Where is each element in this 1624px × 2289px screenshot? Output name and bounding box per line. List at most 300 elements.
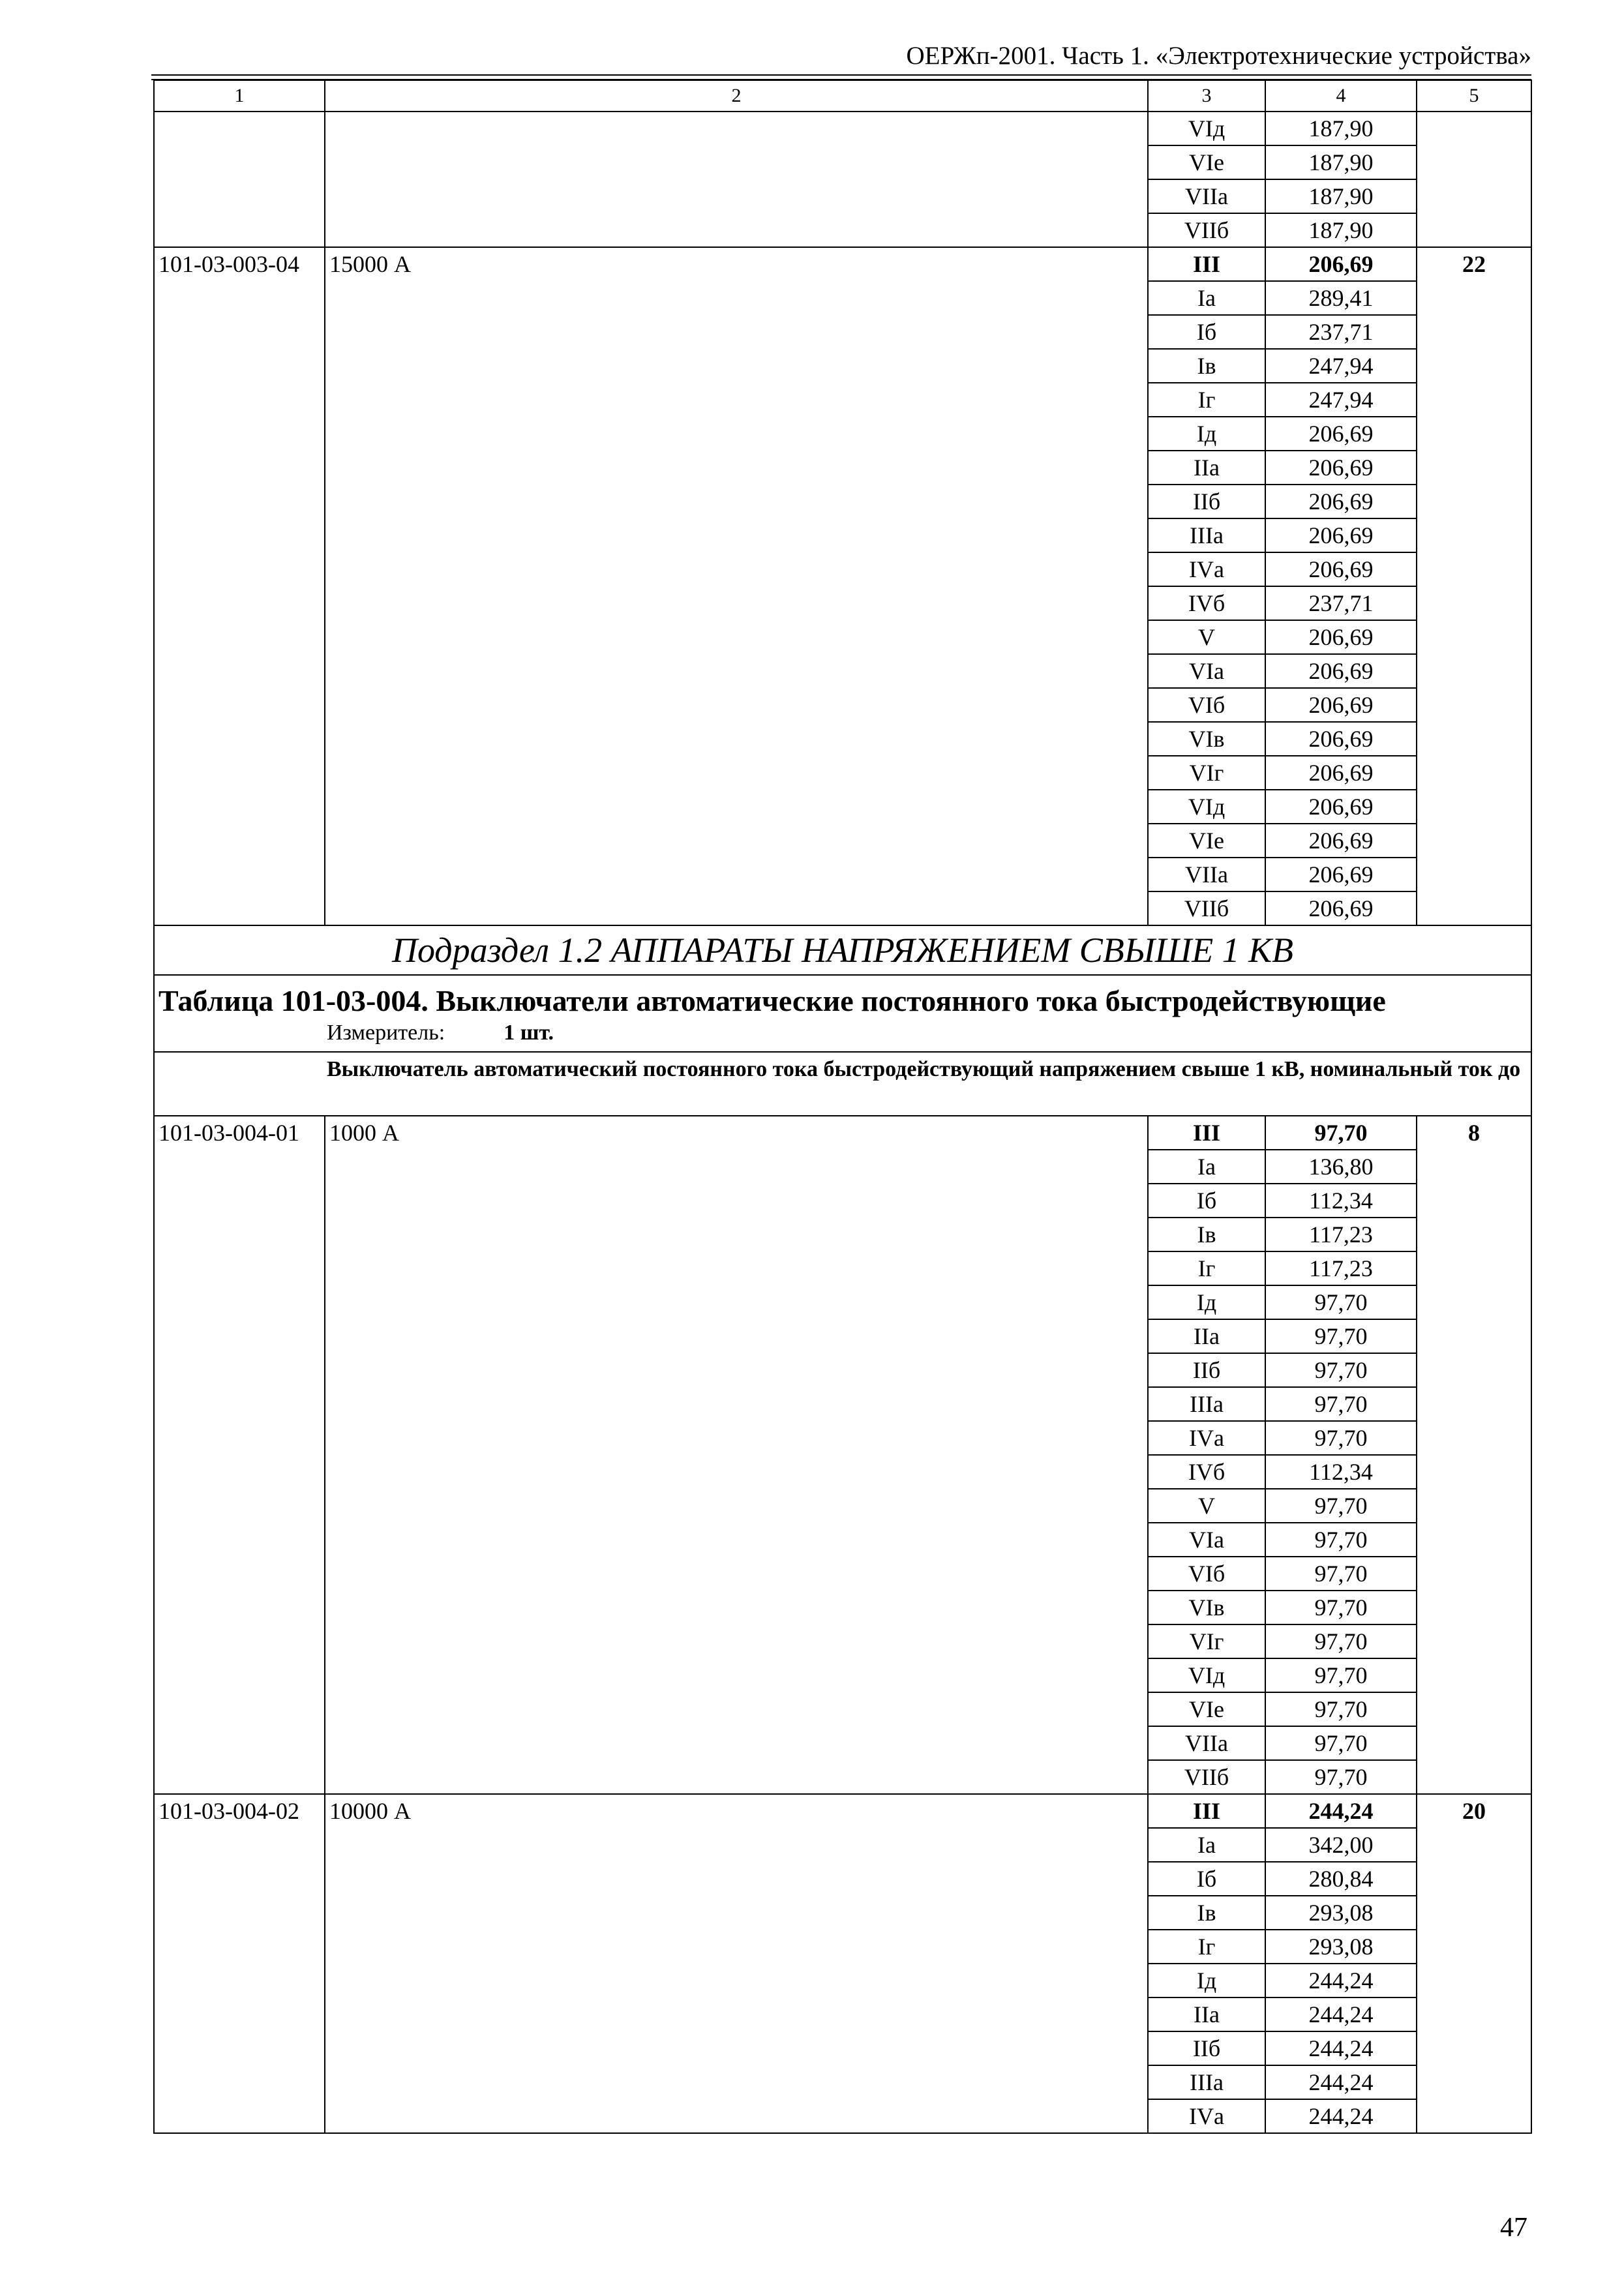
table-row <box>154 281 1531 315</box>
workers-cell <box>1417 1285 1531 1319</box>
code-cell <box>154 1218 325 1251</box>
value-cell: 206,69 <box>1265 654 1417 688</box>
table-row <box>154 1624 1531 1658</box>
workers-cell <box>1417 756 1531 790</box>
code-cell <box>154 1557 325 1591</box>
name-cell <box>325 1896 1148 1930</box>
table-row <box>154 1421 1531 1455</box>
code-cell <box>154 1692 325 1726</box>
code-cell <box>154 315 325 349</box>
code-cell <box>154 1896 325 1930</box>
code-cell <box>154 620 325 654</box>
name-cell <box>325 1319 1148 1353</box>
code-cell <box>154 1387 325 1421</box>
value-cell: 206,69 <box>1265 485 1417 518</box>
value-cell: 244,24 <box>1265 2099 1417 2133</box>
code-cell <box>154 1930 325 1964</box>
table-row <box>154 112 1531 145</box>
name-cell <box>325 417 1148 451</box>
table-row <box>154 1319 1531 1353</box>
code-cell <box>154 858 325 891</box>
name-cell <box>325 756 1148 790</box>
zone-cell: IVб <box>1148 586 1265 620</box>
workers-cell <box>1417 1251 1531 1285</box>
zone-cell: VIб <box>1148 1557 1265 1591</box>
workers-cell <box>1417 790 1531 824</box>
name-cell <box>325 858 1148 891</box>
table-row <box>154 552 1531 586</box>
value-cell: 187,90 <box>1265 213 1417 247</box>
value-cell: 206,69 <box>1265 756 1417 790</box>
name-cell <box>325 790 1148 824</box>
code-cell <box>154 756 325 790</box>
value-cell: 206,69 <box>1265 552 1417 586</box>
zone-cell: IIIа <box>1148 518 1265 552</box>
zone-cell: Iв <box>1148 349 1265 383</box>
workers-cell <box>1417 552 1531 586</box>
zone-cell: VIа <box>1148 654 1265 688</box>
zone-cell: Iв <box>1148 1896 1265 1930</box>
workers-cell <box>1417 586 1531 620</box>
code-cell <box>154 1319 325 1353</box>
column-number: 4 <box>1265 80 1417 112</box>
value-cell: 97,70 <box>1265 1557 1417 1591</box>
name-cell <box>325 586 1148 620</box>
column-number: 3 <box>1148 80 1265 112</box>
name-cell <box>325 213 1148 247</box>
workers-cell <box>1417 1150 1531 1184</box>
value-cell: 187,90 <box>1265 112 1417 145</box>
zone-cell: Iв <box>1148 1218 1265 1251</box>
value-cell: 187,90 <box>1265 179 1417 213</box>
table-row <box>154 620 1531 654</box>
name-cell <box>325 383 1148 417</box>
zone-cell: IVа <box>1148 2099 1265 2133</box>
table-row <box>154 756 1531 790</box>
workers-cell <box>1417 858 1531 891</box>
description: Выключатель автоматический постоянного тока быстродействующий напряжением свыше 1 кВ, номинальный ток до <box>154 1052 1531 1116</box>
page-number: 47 <box>1500 2213 1527 2243</box>
code-cell <box>154 112 325 145</box>
workers-cell <box>1417 1760 1531 1794</box>
zone-cell: Iг <box>1148 1251 1265 1285</box>
workers-cell <box>1417 1862 1531 1896</box>
value-cell: 97,70 <box>1265 1489 1417 1523</box>
table-row <box>154 179 1531 213</box>
code-cell <box>154 281 325 315</box>
zone-cell: VIIа <box>1148 179 1265 213</box>
workers-cell: 20 <box>1417 1794 1531 1828</box>
value-cell: 206,69 <box>1265 417 1417 451</box>
workers-cell <box>1417 824 1531 858</box>
code-cell <box>154 2065 325 2099</box>
workers-cell <box>1417 1624 1531 1658</box>
value-cell: 244,24 <box>1265 1964 1417 1997</box>
zone-cell: Iд <box>1148 1964 1265 1997</box>
name-cell <box>325 2065 1148 2099</box>
name-cell <box>325 1828 1148 1862</box>
name-cell <box>325 1184 1148 1218</box>
name-cell <box>325 1285 1148 1319</box>
workers-cell <box>1417 1964 1531 1997</box>
table-row <box>154 145 1531 179</box>
workers-cell <box>1417 349 1531 383</box>
workers-cell <box>1417 1523 1531 1557</box>
value-cell: 112,34 <box>1265 1455 1417 1489</box>
table-row <box>154 1353 1531 1387</box>
table-row <box>154 518 1531 552</box>
zone-cell: VIг <box>1148 756 1265 790</box>
name-cell <box>325 1997 1148 2031</box>
code-cell <box>154 179 325 213</box>
zone-cell: III <box>1148 1116 1265 1150</box>
code-cell <box>154 1455 325 1489</box>
value-cell: 206,69 <box>1265 891 1417 925</box>
table-title-cell <box>154 975 1531 1052</box>
zone-cell: III <box>1148 247 1265 281</box>
zone-cell: V <box>1148 1489 1265 1523</box>
table-row <box>154 1930 1531 1964</box>
name-cell <box>325 1658 1148 1692</box>
table-row <box>154 485 1531 518</box>
code-cell <box>154 790 325 824</box>
workers-cell <box>1417 1353 1531 1387</box>
value-cell: 97,70 <box>1265 1726 1417 1760</box>
value-cell: 117,23 <box>1265 1251 1417 1285</box>
value-cell: 206,69 <box>1265 451 1417 485</box>
value-cell: 136,80 <box>1265 1150 1417 1184</box>
workers-cell <box>1417 383 1531 417</box>
workers-cell <box>1417 1455 1531 1489</box>
table-row <box>154 451 1531 485</box>
workers-cell <box>1417 1896 1531 1930</box>
name-cell <box>325 1421 1148 1455</box>
code-cell <box>154 2031 325 2065</box>
table-row <box>154 654 1531 688</box>
name-cell <box>325 1353 1148 1387</box>
table-row <box>154 1285 1531 1319</box>
zone-cell: Iа <box>1148 1150 1265 1184</box>
value-cell: 97,70 <box>1265 1116 1417 1150</box>
code-cell <box>154 383 325 417</box>
name-cell <box>325 518 1148 552</box>
value-cell: 117,23 <box>1265 1218 1417 1251</box>
zone-cell: IIа <box>1148 1997 1265 2031</box>
name-cell <box>325 451 1148 485</box>
name-cell <box>325 2099 1148 2133</box>
name-cell <box>325 1489 1148 1523</box>
value-cell: 206,69 <box>1265 722 1417 756</box>
workers-cell <box>1417 485 1531 518</box>
zone-cell: VIв <box>1148 1591 1265 1624</box>
workers-cell <box>1417 1319 1531 1353</box>
code-cell <box>154 722 325 756</box>
table-row <box>154 1658 1531 1692</box>
table-row <box>154 1997 1531 2031</box>
table-row <box>154 1726 1531 1760</box>
name-cell <box>325 112 1148 145</box>
value-cell: 247,94 <box>1265 349 1417 383</box>
value-cell: 244,24 <box>1265 1997 1417 2031</box>
value-cell: 244,24 <box>1265 1794 1417 1828</box>
table-row <box>154 1489 1531 1523</box>
code-cell <box>154 1624 325 1658</box>
workers-cell <box>1417 2031 1531 2065</box>
code-cell <box>154 1251 325 1285</box>
code-cell <box>154 654 325 688</box>
value-cell: 244,24 <box>1265 2065 1417 2099</box>
header-rule <box>151 74 1531 76</box>
code-cell: 101-03-003-04 <box>154 247 325 281</box>
table-row <box>154 1251 1531 1285</box>
code-cell <box>154 349 325 383</box>
table-row <box>154 790 1531 824</box>
zone-cell: Iа <box>1148 1828 1265 1862</box>
zone-cell: VIб <box>1148 688 1265 722</box>
value-cell: 206,69 <box>1265 824 1417 858</box>
code-cell <box>154 1726 325 1760</box>
workers-cell <box>1417 891 1531 925</box>
code-cell <box>154 2099 325 2133</box>
name-cell <box>325 1557 1148 1591</box>
table-row <box>154 2065 1531 2099</box>
workers-cell <box>1417 1557 1531 1591</box>
value-cell: 206,69 <box>1265 858 1417 891</box>
name-cell <box>325 349 1148 383</box>
value-cell: 206,69 <box>1265 620 1417 654</box>
zone-cell: Iб <box>1148 315 1265 349</box>
workers-cell <box>1417 1726 1531 1760</box>
name-cell <box>325 1760 1148 1794</box>
zone-cell: IIб <box>1148 1353 1265 1387</box>
workers-cell <box>1417 1591 1531 1624</box>
value-cell: 206,69 <box>1265 790 1417 824</box>
value-cell: 206,69 <box>1265 688 1417 722</box>
meter-value: 1 шт. <box>504 1021 554 1045</box>
norms-table <box>153 80 1532 2134</box>
code-cell <box>154 213 325 247</box>
workers-cell: 8 <box>1417 1116 1531 1150</box>
workers-cell <box>1417 688 1531 722</box>
table-title: Таблица 101-03-004. Выключатели автоматические постоянного тока быстродействующие <box>158 984 1386 1017</box>
code-cell <box>154 417 325 451</box>
table-row <box>154 315 1531 349</box>
name-cell <box>325 1964 1148 1997</box>
workers-cell: 22 <box>1417 247 1531 281</box>
table-row <box>154 1591 1531 1624</box>
value-cell: 293,08 <box>1265 1896 1417 1930</box>
code-cell <box>154 586 325 620</box>
name-cell <box>325 179 1148 213</box>
table-row <box>154 417 1531 451</box>
table-row <box>154 722 1531 756</box>
name-cell <box>325 1455 1148 1489</box>
table-row <box>154 2099 1531 2133</box>
norms-table-body <box>154 80 1531 2133</box>
value-cell: 97,70 <box>1265 1658 1417 1692</box>
value-cell: 97,70 <box>1265 1624 1417 1658</box>
table-row <box>154 688 1531 722</box>
table-row <box>154 2031 1531 2065</box>
workers-cell <box>1417 1387 1531 1421</box>
code-cell <box>154 145 325 179</box>
workers-cell <box>1417 722 1531 756</box>
name-cell <box>325 824 1148 858</box>
table-row <box>154 1150 1531 1184</box>
name-cell <box>325 315 1148 349</box>
zone-cell: Iд <box>1148 417 1265 451</box>
zone-cell: III <box>1148 1794 1265 1828</box>
table-row <box>154 1218 1531 1251</box>
name-cell <box>325 654 1148 688</box>
code-cell <box>154 1421 325 1455</box>
code-cell <box>154 552 325 586</box>
code-cell <box>154 688 325 722</box>
value-cell: 244,24 <box>1265 2031 1417 2065</box>
table-row <box>154 1862 1531 1896</box>
name-cell <box>325 1862 1148 1896</box>
value-cell: 237,71 <box>1265 315 1417 349</box>
zone-cell: Iг <box>1148 383 1265 417</box>
table-row <box>154 824 1531 858</box>
value-cell: 97,70 <box>1265 1760 1417 1794</box>
workers-cell <box>1417 654 1531 688</box>
name-cell: 15000 А <box>325 247 1148 281</box>
value-cell: 97,70 <box>1265 1421 1417 1455</box>
zone-cell: V <box>1148 620 1265 654</box>
table-row <box>154 1828 1531 1862</box>
table-row <box>154 1964 1531 1997</box>
zone-cell: Iб <box>1148 1184 1265 1218</box>
meter-label: Измеритель: <box>327 1021 445 1045</box>
meter-line <box>158 1019 1527 1047</box>
name-cell: 10000 А <box>325 1794 1148 1828</box>
zone-cell: IIIа <box>1148 2065 1265 2099</box>
name-cell <box>325 1251 1148 1285</box>
code-cell <box>154 891 325 925</box>
code-cell <box>154 485 325 518</box>
zone-cell: IVа <box>1148 1421 1265 1455</box>
table-row <box>154 1387 1531 1421</box>
value-cell: 97,70 <box>1265 1387 1417 1421</box>
value-cell: 97,70 <box>1265 1319 1417 1353</box>
code-cell: 101-03-004-01 <box>154 1116 325 1150</box>
description-row <box>154 1052 1531 1116</box>
workers-cell <box>1417 1489 1531 1523</box>
value-cell: 97,70 <box>1265 1591 1417 1624</box>
name-cell <box>325 1692 1148 1726</box>
workers-cell <box>1417 112 1531 145</box>
column-number: 1 <box>154 80 325 112</box>
value-cell: 289,41 <box>1265 281 1417 315</box>
zone-cell: Iб <box>1148 1862 1265 1896</box>
workers-cell <box>1417 179 1531 213</box>
table-row <box>154 383 1531 417</box>
code-cell <box>154 1997 325 2031</box>
zone-cell: Iа <box>1148 281 1265 315</box>
code-cell <box>154 1964 325 1997</box>
column-number-row <box>154 80 1531 112</box>
name-cell <box>325 1150 1148 1184</box>
workers-cell <box>1417 1421 1531 1455</box>
code-cell <box>154 1523 325 1557</box>
zone-cell: Iд <box>1148 1285 1265 1319</box>
workers-cell <box>1417 1658 1531 1692</box>
value-cell: 342,00 <box>1265 1828 1417 1862</box>
name-cell <box>325 1218 1148 1251</box>
table-row <box>154 213 1531 247</box>
table-row <box>154 1184 1531 1218</box>
workers-cell <box>1417 620 1531 654</box>
workers-cell <box>1417 315 1531 349</box>
table-row <box>154 1794 1531 1828</box>
workers-cell <box>1417 2065 1531 2099</box>
name-cell <box>325 145 1148 179</box>
code-cell <box>154 518 325 552</box>
workers-cell <box>1417 1184 1531 1218</box>
code-cell <box>154 1591 325 1624</box>
zone-cell: VIа <box>1148 1523 1265 1557</box>
zone-cell: IIб <box>1148 485 1265 518</box>
code-cell <box>154 1353 325 1387</box>
value-cell: 112,34 <box>1265 1184 1417 1218</box>
name-cell <box>325 1387 1148 1421</box>
zone-cell: VIIа <box>1148 1726 1265 1760</box>
table-row <box>154 1557 1531 1591</box>
code-cell: 101-03-004-02 <box>154 1794 325 1828</box>
code-cell <box>154 1489 325 1523</box>
subsection-title: Подраздел 1.2 АППАРАТЫ НАПРЯЖЕНИЕМ СВЫШЕ 1 КВ <box>154 925 1531 975</box>
value-cell: 187,90 <box>1265 145 1417 179</box>
zone-cell: VIe <box>1148 1692 1265 1726</box>
code-cell <box>154 1658 325 1692</box>
code-cell <box>154 451 325 485</box>
table-row <box>154 349 1531 383</box>
name-cell <box>325 1624 1148 1658</box>
zone-cell: VIIб <box>1148 891 1265 925</box>
value-cell: 206,69 <box>1265 247 1417 281</box>
table-row <box>154 1116 1531 1150</box>
zone-cell: IIа <box>1148 1319 1265 1353</box>
code-cell <box>154 1862 325 1896</box>
table-row <box>154 247 1531 281</box>
column-number: 2 <box>325 80 1148 112</box>
subsection-row <box>154 925 1531 975</box>
code-cell <box>154 824 325 858</box>
name-cell <box>325 1930 1148 1964</box>
zone-cell: VIд <box>1148 1658 1265 1692</box>
value-cell: 97,70 <box>1265 1285 1417 1319</box>
workers-cell <box>1417 145 1531 179</box>
code-cell <box>154 1150 325 1184</box>
zone-cell: VIд <box>1148 112 1265 145</box>
name-cell <box>325 2031 1148 2065</box>
name-cell <box>325 1523 1148 1557</box>
zone-cell: VIв <box>1148 722 1265 756</box>
code-cell <box>154 1285 325 1319</box>
name-cell <box>325 1726 1148 1760</box>
zone-cell: VIг <box>1148 1624 1265 1658</box>
zone-cell: Iг <box>1148 1930 1265 1964</box>
zone-cell: IIIа <box>1148 1387 1265 1421</box>
name-cell <box>325 281 1148 315</box>
value-cell: 247,94 <box>1265 383 1417 417</box>
table-title-row <box>154 975 1531 1052</box>
column-number: 5 <box>1417 80 1531 112</box>
zone-cell: VIe <box>1148 824 1265 858</box>
table-row <box>154 1896 1531 1930</box>
code-cell <box>154 1184 325 1218</box>
